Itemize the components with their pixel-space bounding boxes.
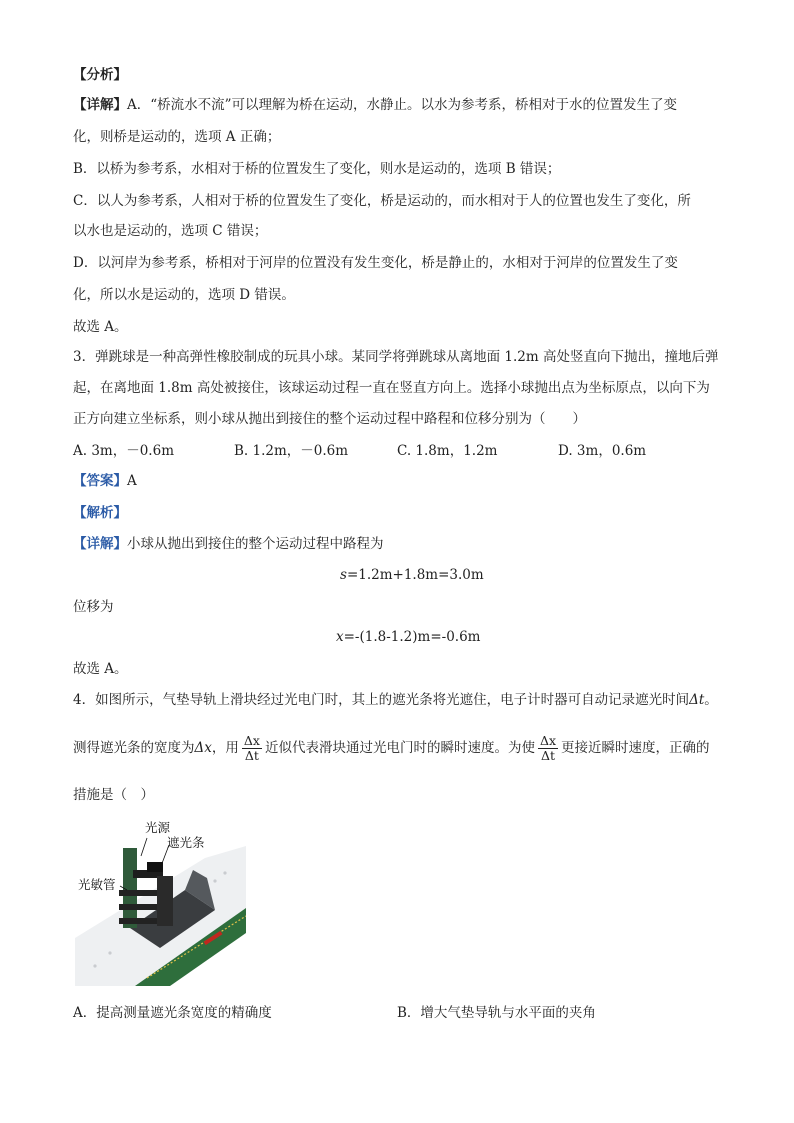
- q3-answer-line: [73, 472, 137, 490]
- q3-text-line-3: 正方向建立坐标系，则小球从抛出到接住的整个运动过程中路程和位移分别为（ ）: [73, 411, 586, 427]
- q4-text-2a: 测得遮光条的宽度为: [73, 740, 195, 756]
- q3-option-b: B. 1.2m，－0.6m: [234, 443, 349, 459]
- q4-text-2d: 近似代表滑块通过光电门时的瞬时速度。为使: [264, 740, 535, 756]
- label-light-source: 光源: [145, 820, 171, 835]
- equation-displacement: [336, 628, 480, 646]
- detail-tag: 【详解】: [73, 97, 127, 113]
- q4-fraction-1: [242, 734, 262, 763]
- q4-text-2e: 更接近瞬时速度，正确的: [561, 740, 710, 756]
- eq1-body: =1.2m+1.8m=3.0m: [346, 567, 484, 583]
- q3-option-a: A. 3m，－0.6m: [73, 443, 174, 459]
- q4-delta-t: Δt: [689, 692, 705, 708]
- q3-conclusion: 故选 A。: [73, 661, 128, 677]
- eq1-variable: s: [340, 567, 347, 583]
- equation-path: [340, 566, 484, 584]
- label-shading-strip: 遮光条: [167, 835, 205, 850]
- analysis-c-line-1: C．以人为参考系，人相对于桥的位置发生了变化，桥是运动的，而水相对于人的位置也发生了变化，所: [73, 193, 691, 209]
- q4-option-b: B．增大气垫导轨与水平面的夹角: [397, 1005, 596, 1021]
- analysis-detail-line-2: 化，则桥是运动的，选项 A 正确；: [73, 129, 281, 145]
- answer-value: A: [127, 473, 137, 489]
- q3-detail-line: [73, 535, 384, 553]
- q4-text-line-1: [73, 691, 718, 709]
- explain-tag: 【解析】: [73, 505, 127, 521]
- fraction-denominator: Δt: [540, 748, 556, 763]
- q3-detail-tag: 【详解】: [73, 536, 127, 552]
- analysis-c-line-2: 以水也是运动的，选项 C 错误；: [73, 223, 268, 239]
- analysis-detail-line-1: [73, 96, 677, 114]
- detail-text: A．“桥流水不流”可以理解为桥在运动，水静止。以水为参考系，桥相对于水的位置发生了变: [127, 97, 678, 113]
- q4-option-a: A．提高测量遮光条宽度的精确度: [73, 1005, 272, 1021]
- air-track-illustration: [75, 818, 246, 986]
- q4-fraction-2: [538, 734, 558, 763]
- q4-delta-x: Δx: [194, 740, 212, 756]
- q3-detail-text: 小球从抛出到接住的整个运动过程中路程为: [127, 536, 384, 552]
- air-track-figure: [75, 818, 246, 986]
- q3-option-c: C. 1.8m，1.2m: [397, 443, 498, 459]
- q3-text-line-1: 3．弹跳球是一种高弹性橡胶制成的玩具小球。某同学将弹跳球从离地面 1.2m 高处竖直向下抛出，撞地后弹: [73, 349, 719, 365]
- q4-text-line-2: [73, 731, 710, 765]
- q4-text-2c: ，用: [211, 740, 239, 756]
- fraction-numerator: Δx: [539, 733, 557, 748]
- fraction-denominator: Δt: [244, 748, 259, 763]
- analysis-d-line-1: D．以河岸为参考系，桥相对于河岸的位置没有发生变化，桥是静止的，水相对于河岸的位置发生了变: [73, 255, 678, 271]
- fraction-numerator: Δx: [243, 733, 260, 748]
- q3-option-d: D. 3m，0.6m: [558, 443, 647, 459]
- analysis-conclusion: 故选 A。: [73, 319, 128, 335]
- eq2-variable: x: [336, 629, 344, 645]
- analysis-d-line-2: 化，所以水是运动的，选项 D 错误。: [73, 287, 295, 303]
- displacement-label: 位移为: [73, 599, 114, 615]
- answer-tag: 【答案】: [73, 473, 127, 489]
- analysis-tag: 【分析】: [73, 67, 127, 83]
- q4-text-1c: 。: [704, 692, 718, 708]
- analysis-b-line: B．以桥为参考系，水相对于桥的位置发生了变化，则水是运动的，选项 B 错误；: [73, 161, 561, 177]
- q4-text-line-3: 措施是（ ）: [73, 787, 154, 803]
- eq2-body: =-(1.8-1.2)m=-0.6m: [343, 629, 481, 645]
- q3-text-line-2: 起，在离地面 1.8m 高处被接住，该球运动过程一直在竖直方向上。选择小球抛出点为坐标原点，以向下为: [73, 380, 710, 396]
- label-photo-tube: 光敏管: [78, 877, 116, 892]
- q4-text-1a: 4．如图所示，气垫导轨上滑块经过光电门时，其上的遮光条将光遮住，电子计时器可自动记录遮光时间: [73, 692, 690, 708]
